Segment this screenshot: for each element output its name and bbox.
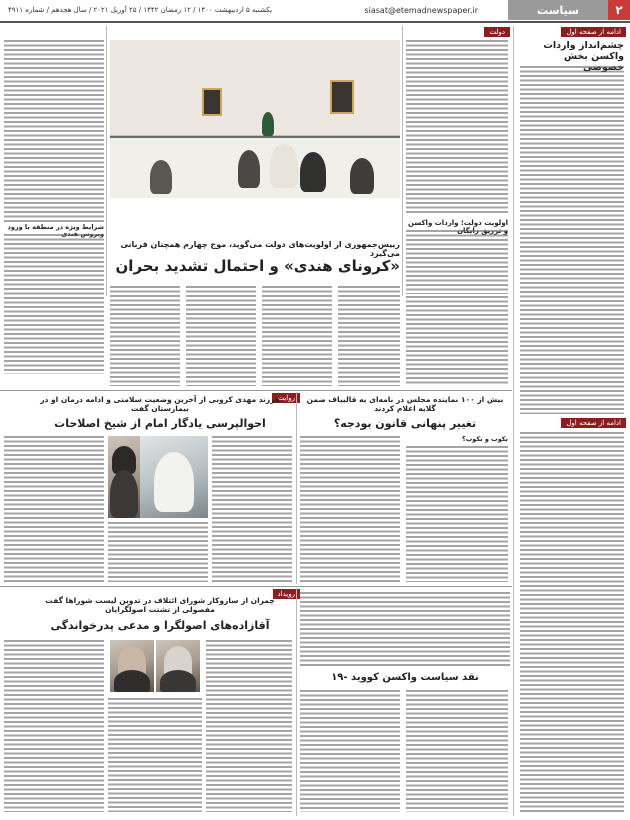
lead-body-column: [406, 296, 508, 386]
column-rule: [513, 26, 514, 816]
bottom-left-text: [4, 640, 104, 812]
right-column-text-2: [520, 432, 624, 812]
lead-kicker: دولت: [484, 27, 510, 37]
bottom-left-kicker: رویداد: [273, 589, 300, 599]
masthead-rule: [0, 21, 630, 23]
issue-line: یکشنبه ۵ اردیبهشت ۱۴۰۰ / ۱۲ رمضان ۱۴۴۲ / ۲۵ آوریل ۲۰۲۱ / سال هجدهم / شماره ۴۹۱۱: [8, 6, 273, 14]
lead-body-column: [338, 286, 400, 386]
mid-left-headline: احوالپرسی یادگار امام از شیخ اصلاحات: [54, 417, 266, 430]
seated-figure: [300, 152, 326, 192]
masthead: [0, 0, 630, 20]
lead-subheadline: رییس‌جمهوری از اولویت‌های دولت می‌گوید، موج چهارم همچنان قربانی می‌گیرد: [120, 240, 400, 259]
mid-left-text: [108, 522, 208, 582]
left-column-text: [4, 40, 104, 222]
mid-left-text: [4, 436, 104, 582]
mid-left-subheadline: فرزند مهدی کروبی از آخرین وضعیت سلامتی و ادامه درمان او در بیمارستان گفت: [40, 395, 280, 413]
lead-body-column: [186, 286, 256, 386]
seated-figure: [270, 144, 298, 188]
bottom-right-text: [406, 690, 508, 812]
bottom-right-text: [300, 690, 400, 812]
seated-figure: [350, 158, 374, 194]
bottom-left-subheadline: چمران از سازوکار شورای ائتلاف در تدوین لیست شوراها گفت مفصولی از تشتت اصولگرایان: [45, 596, 275, 614]
lead-body-column: [110, 286, 180, 386]
left-column-subhead: شرایط ویژه در منطقه با ورود ویروس هندی: [7, 223, 104, 239]
mid-right-text: [406, 446, 508, 582]
mid-left-kicker: روایت: [272, 393, 300, 403]
bottom-left-text: [206, 640, 292, 812]
bottom-left-headline: آقازاده‌های اصولگرا و مدعی پدرخواندگی: [50, 619, 270, 632]
column-rule: [296, 392, 297, 584]
column-rule: [296, 588, 297, 816]
right-kicker: ادامه از صفحه اول: [561, 27, 626, 37]
cabinet-meeting-photo: [110, 40, 400, 198]
left-column-text-2: [4, 234, 104, 374]
cleric-portrait-photo: [108, 436, 140, 518]
seated-figure: [150, 160, 172, 194]
lead-body-column: [262, 286, 332, 386]
section-title: سیاست: [508, 0, 608, 20]
bottom-right-text: [300, 592, 510, 668]
mid-right-inline-head: بکوب و بکوب؟: [462, 435, 508, 443]
side-story-headline: اولویت دولت؛ واردات واکسن و تزریق رایگان: [408, 219, 508, 236]
seated-figure: [238, 150, 260, 188]
right-column-text: [520, 66, 624, 414]
side-story-text: [406, 230, 508, 294]
website-address[interactable]: siasat@etemadnewspaper.ir: [364, 5, 478, 15]
mid-left-text: [212, 436, 292, 582]
bottom-right-headline: نقد سیاست واکسن کووید -۱۹: [331, 672, 479, 683]
page-number: ۲: [608, 0, 630, 20]
right-headline: چشم‌انداز واردات واکسن بخش خصوصی: [543, 40, 624, 73]
portrait-frame-left: [202, 88, 222, 116]
mid-right-headline: تغییر پنهانی قانون بودجه؟: [333, 417, 477, 430]
portrait-frame-right: [330, 80, 354, 114]
lead-column-text: [406, 40, 508, 215]
mid-right-subheadline: بیش از ۱۰۰ نماینده مجلس در نامه‌ای به قالیباف ضمن گلایه اعلام کردند: [306, 395, 504, 413]
politician-portrait-photo: [156, 640, 200, 692]
hospital-photo: [140, 436, 208, 518]
flag-icon: [262, 112, 274, 136]
mid-right-text: [300, 436, 400, 582]
column-rule: [106, 26, 107, 296]
section-rule: [0, 586, 512, 587]
column-rule: [402, 26, 403, 296]
politician-portrait-photo: [110, 640, 154, 692]
section-rule: [0, 390, 512, 391]
bottom-left-text: [108, 698, 202, 812]
right-kicker-continued: ادامه از صفحه اول: [561, 418, 626, 428]
lead-headline: «کرونای هندی» و احتمال تشدید بحران: [115, 257, 400, 275]
